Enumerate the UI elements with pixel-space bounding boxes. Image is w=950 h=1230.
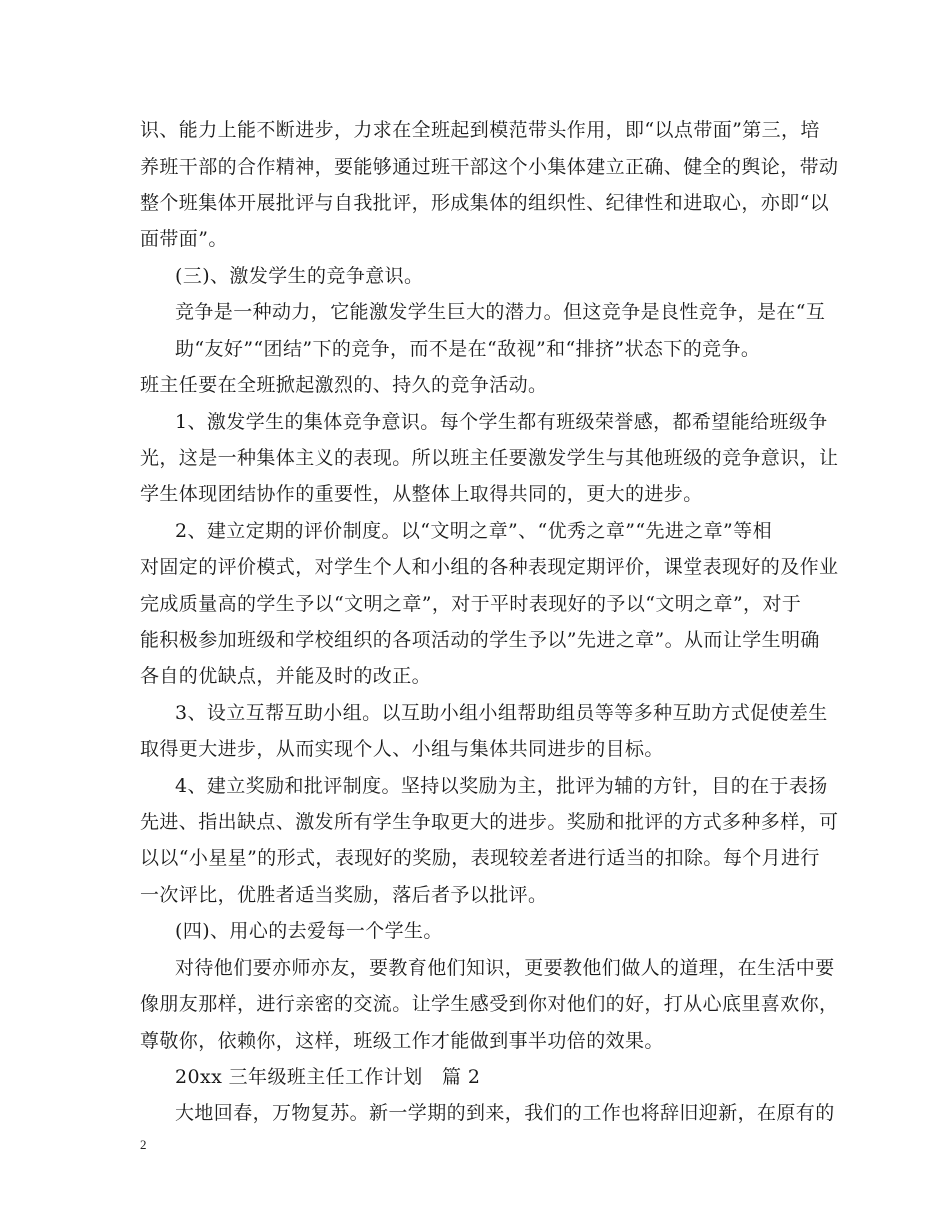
text-line: 能积极参加班级和学校组织的各项活动的学生予以”先进之章”。从而让学生明确	[140, 629, 820, 651]
text-line: 一次评比，优胜者适当奖励，落后者予以批评。	[140, 884, 548, 906]
text-line: 1、激发学生的集体竞争意识。每个学生都有班级荣誉感，都希望能给班级争	[175, 411, 828, 433]
text-line: 3、设立互帮互助小组。以互助小组小组帮助组员等等多种互助方式促使差生	[175, 702, 828, 724]
page-number: 2	[140, 1137, 147, 1152]
text-line: 以以“小星星”的形式，表现好的奖励，表现较差者进行适当的扣除。每个月进行	[140, 847, 820, 869]
text-line: 学生体现团结协作的重要性，从整体上取得共同的，更大的进步。	[140, 483, 703, 505]
text-line: 完成质量高的学生予以“文明之章”，对于平时表现好的予以“文明之章”，对于	[140, 593, 802, 615]
text-line: 养班干部的合作精神，要能够通过班干部这个小集体建立正确、健全的舆论，带动	[140, 156, 839, 178]
text-line: 2、建立定期的评价制度。以“文明之章”、“优秀之章”“先进之章”等相	[175, 520, 772, 542]
text-line: 各自的优缺点，并能及时的改正。	[140, 665, 432, 687]
text-line: 取得更大进步，从而实现个人、小组与集体共同进步的目标。	[140, 738, 664, 760]
text-line: 助“友好”“团结”下的竞争，而不是在“敌视”和“排挤”状态下的竞争。	[175, 338, 761, 360]
text-line: 对固定的评价模式，对学生个人和小组的各种表现定期评价，课堂表现好的及作业	[140, 556, 839, 578]
section-heading: (三)、激发学生的竞争意识。	[175, 265, 424, 287]
text-line: 面带面”。	[140, 228, 228, 250]
text-line: 光，这是一种集体主义的表现。所以班主任要激发学生与其他班级的竞争意识，让	[140, 447, 839, 469]
text-line: 识、能力上能不断进步，力求在全班起到模范带头作用，即“以点带面”第三，培	[140, 119, 820, 141]
text-line: 竞争是一种动力，它能激发学生巨大的潜力。但这竞争是良性竞争，是在“互	[175, 301, 826, 323]
text-line: 班主任要在全班掀起激烈的、持久的竞争活动。	[140, 374, 548, 396]
text-line: 先进、指出缺点、激发所有学生争取更大的进步。奖励和批评的方式多种多样，可	[140, 811, 839, 833]
text-line: 对待他们要亦师亦友，要教育他们知识，更要教他们做人的道理，在生活中要	[175, 957, 835, 979]
text-line: 大地回春，万物复苏。新一学期的到来，我们的工作也将辞旧迎新，在原有的	[175, 1102, 835, 1124]
text-line: 4、建立奖励和批评制度。坚持以奖励为主，批评为辅的方针，目的在于表扬	[175, 775, 828, 797]
text-line: 整个班集体开展批评与自我批评，形成集体的组织性、纪律性和进取心，亦即“以	[140, 192, 830, 214]
section-heading: (四)、用心的去爱每一个学生。	[175, 920, 443, 942]
text-line: 尊敬你，依赖你，这样，班级工作才能做到事半功倍的效果。	[140, 1030, 664, 1052]
article-title: 20xx 三年级班主任工作计划 篇 2	[175, 1066, 481, 1088]
text-line: 像朋友那样，进行亲密的交流。让学生感受到你对他们的好，打从心底里喜欢你，	[140, 993, 839, 1015]
